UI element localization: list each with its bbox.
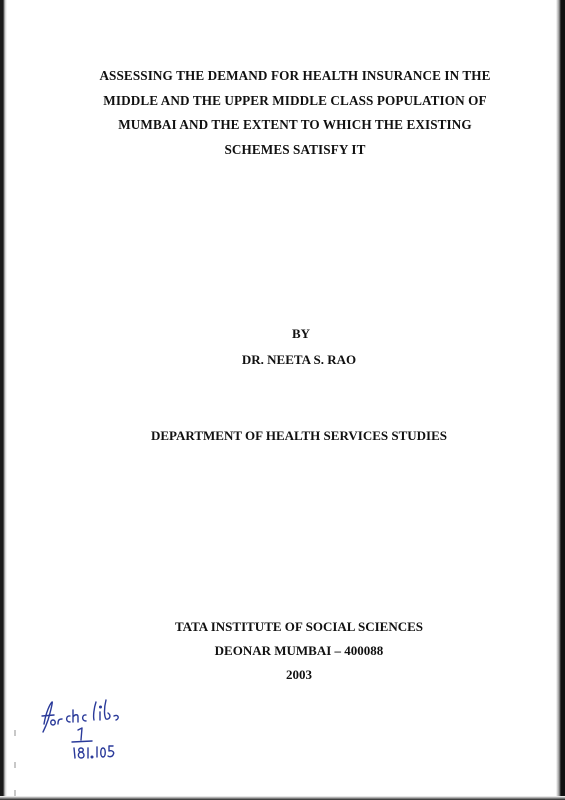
binding-mark [14,762,16,768]
document-title [60,64,530,162]
title-line-1: ASSESSING THE DEMAND FOR HEALTH INSURANCE IN THE [99,68,491,83]
publication-year: 2003 [286,667,312,682]
title-line-2: MIDDLE AND THE UPPER MIDDLE CLASS POPULATION OF [103,92,487,108]
institution-name: TATA INSTITUTE OF SOCIAL SCIENCES [174,619,424,634]
byline: BY [291,326,311,341]
title-line-4: SCHEMES SATISFY IT [224,141,366,157]
binding-mark [14,790,16,796]
author-name: DR. NEETA S. RAO [241,352,357,367]
binding-mark [14,730,16,736]
institution-address: DEONAR MUMBAI – 400088 [214,643,384,658]
title-line-3: MUMBAI AND THE EXTENT TO WHICH THE EXISTING [118,117,472,132]
scan-bottom-edge [0,796,565,800]
department-name: DEPARTMENT OF HEALTH SERVICES STUDIES [151,428,447,443]
handwritten-library-note [36,690,156,760]
